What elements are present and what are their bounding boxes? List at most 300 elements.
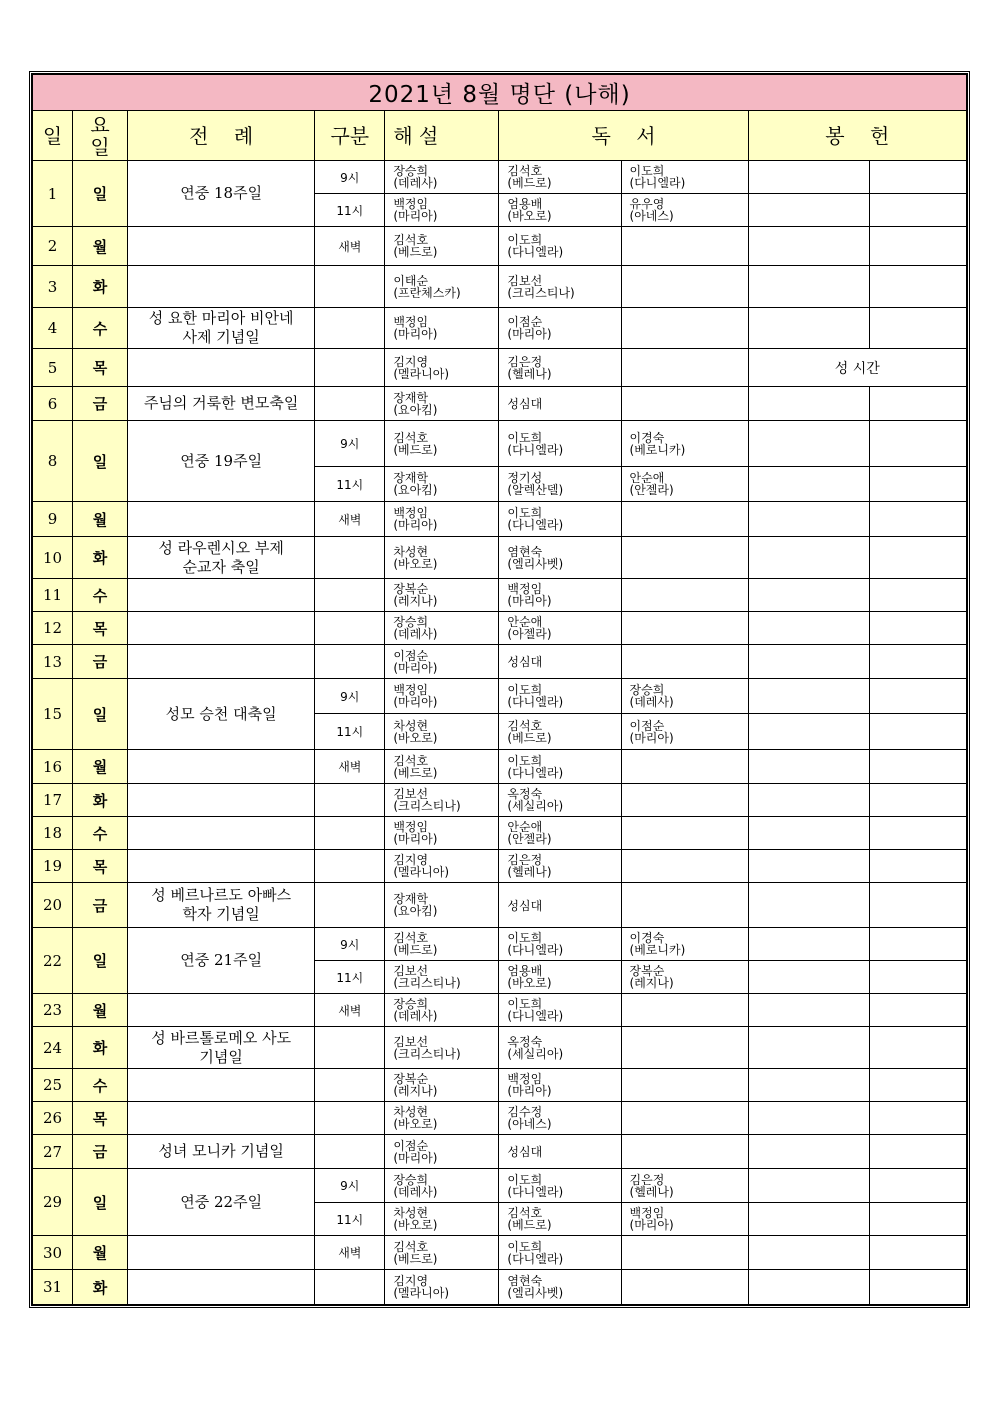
offering-1: [748, 1102, 869, 1135]
header-session: 구분: [315, 111, 385, 161]
day-of-week: 일: [73, 421, 128, 502]
baptismal-name: (다니엘라): [507, 1251, 564, 1266]
commentator: [385, 308, 499, 349]
offering-2: [869, 679, 966, 714]
schedule-sheet: [29, 71, 970, 1308]
person-name: 김보선: [393, 964, 429, 978]
offering-2: [869, 1169, 966, 1203]
person-name: 장복순: [393, 582, 429, 596]
table-row: [33, 387, 967, 421]
reader-1: [499, 537, 621, 579]
day-of-week: 금: [73, 387, 128, 421]
person-name: 장재학: [393, 471, 429, 485]
reader-1: [499, 266, 621, 308]
reader-1: 성심대: [499, 387, 621, 421]
liturgy: [128, 579, 315, 612]
session-label: 11시: [315, 961, 385, 994]
person-name: 이도희: [507, 430, 543, 445]
offering-1: [748, 266, 869, 308]
baptismal-name: (다니엘라): [507, 943, 564, 957]
baptismal-name: (다니엘라): [507, 1184, 564, 1199]
day-number: 18: [33, 817, 73, 850]
reader-1: [499, 308, 621, 349]
day-of-week: 일: [73, 161, 128, 227]
table-row: [33, 349, 967, 387]
person-name: 김석호: [393, 753, 429, 768]
table-row: [33, 308, 967, 349]
baptismal-name: (마리아): [393, 1150, 438, 1165]
offering-1: [748, 1270, 869, 1305]
person-name: 이도희: [507, 1172, 543, 1187]
commentator: [385, 645, 499, 679]
baptismal-name: (바오로): [393, 556, 438, 571]
table-row: [33, 612, 967, 645]
person-name: 장승희: [393, 997, 429, 1011]
liturgy: [128, 1270, 315, 1305]
person-name: 염현숙: [507, 1274, 543, 1288]
commentator: [385, 387, 499, 421]
session-label: [315, 308, 385, 349]
baptismal-name: (프란체스카): [393, 285, 461, 300]
header-liturgy: 전 례: [128, 111, 315, 161]
offering-2: [869, 612, 966, 645]
person-name: 장재학: [393, 892, 429, 906]
offering-1: [748, 850, 869, 883]
liturgy: [128, 784, 315, 817]
baptismal-name: (레지나): [629, 976, 674, 990]
person-name: 장재학: [393, 390, 429, 405]
person-name: 이도희: [507, 997, 543, 1011]
day-number: 27: [33, 1135, 73, 1169]
session-label: 11시: [315, 1203, 385, 1236]
commentator: [385, 1169, 499, 1203]
offering-1: [748, 994, 869, 1027]
person-name: 장승희: [393, 164, 429, 178]
commentator: [385, 227, 499, 266]
baptismal-name: (세실리아): [507, 1046, 564, 1061]
liturgy: [128, 817, 315, 850]
day-of-week: 수: [73, 817, 128, 850]
day-number: 29: [33, 1169, 73, 1236]
reader-2: [621, 883, 748, 928]
reader-2: [621, 994, 748, 1027]
baptismal-name: (멜라니아): [393, 1286, 450, 1300]
offering-2: [869, 1027, 966, 1069]
commentator: [385, 349, 499, 387]
person-name: 김수정: [507, 1105, 543, 1119]
person-name: 김은정: [507, 853, 543, 867]
baptismal-name: (세실리아): [507, 799, 564, 813]
offering-2: [869, 161, 966, 194]
commentator: [385, 883, 499, 928]
liturgy: 주님의 거룩한 변모축일: [128, 387, 315, 421]
reader-2: [621, 467, 748, 502]
commentator: [385, 537, 499, 579]
day-number: 15: [33, 679, 73, 750]
table-row: [33, 817, 967, 850]
table-row: [33, 850, 967, 883]
day-of-week: 목: [73, 850, 128, 883]
session-label: 새벽: [315, 1236, 385, 1270]
reader-2: [621, 714, 748, 750]
reader-2: [621, 1270, 748, 1305]
person-name: 김지영: [393, 1274, 429, 1288]
offering-2: [869, 817, 966, 850]
session-label: 9시: [315, 161, 385, 194]
day-number: 11: [33, 579, 73, 612]
day-of-week: 일: [73, 1169, 128, 1236]
table-row: [33, 994, 967, 1027]
day-of-week: 월: [73, 502, 128, 537]
day-number: 5: [33, 349, 73, 387]
liturgy: 성 베르나르도 아빠스 학자 기념일: [128, 883, 315, 928]
header-offering: 봉 헌: [748, 111, 966, 161]
commentator: [385, 928, 499, 961]
liturgy: 연중 19주일: [128, 421, 315, 502]
reader-1: [499, 1169, 621, 1203]
person-name: 이태순: [393, 273, 429, 288]
day-of-week: 일: [73, 679, 128, 750]
offering-1: [748, 817, 869, 850]
offering-1: [748, 883, 869, 928]
offering-1: [748, 227, 869, 266]
day-number: 16: [33, 750, 73, 784]
liturgy: [128, 1102, 315, 1135]
reader-1: [499, 194, 621, 227]
person-name: 안순애: [629, 471, 665, 485]
offering-1: [748, 1169, 869, 1203]
offering-1: [748, 1069, 869, 1102]
day-number: 30: [33, 1236, 73, 1270]
session-label: [315, 266, 385, 308]
person-name: 이도희: [507, 506, 543, 520]
table-row: [33, 161, 967, 194]
person-name: 김석호: [393, 931, 429, 945]
table-row: [33, 1169, 967, 1203]
day-of-week: 월: [73, 750, 128, 784]
reader-2: [621, 421, 748, 467]
table-row: [33, 750, 967, 784]
day-of-week: 수: [73, 1069, 128, 1102]
baptismal-name: (베드로): [393, 442, 438, 457]
reader-1: [499, 714, 621, 750]
reader-1: [499, 784, 621, 817]
baptismal-name: (마리아): [393, 327, 438, 341]
baptismal-name: (요아킴): [393, 402, 438, 417]
offering-2: [869, 537, 966, 579]
reader-2: [621, 928, 748, 961]
commentator: [385, 1203, 499, 1236]
session-label: [315, 817, 385, 850]
session-label: 11시: [315, 194, 385, 227]
commentator: [385, 612, 499, 645]
reader-2: [621, 679, 748, 714]
session-label: 9시: [315, 421, 385, 467]
baptismal-name: (아네스): [507, 1117, 552, 1131]
session-label: 새벽: [315, 502, 385, 537]
session-label: [315, 612, 385, 645]
session-label: 새벽: [315, 750, 385, 784]
commentator: [385, 421, 499, 467]
schedule-table: [32, 74, 967, 1305]
person-name: 백정임: [393, 820, 429, 834]
commentator: [385, 714, 499, 750]
commentator: [385, 750, 499, 784]
day-number: 10: [33, 537, 73, 579]
baptismal-name: (마리아): [507, 594, 552, 608]
offering-1: [748, 714, 869, 750]
reader-1: 성심대: [499, 645, 621, 679]
session-label: [315, 784, 385, 817]
reader-1: [499, 502, 621, 537]
person-name: 이도희: [507, 931, 543, 945]
reader-2: [621, 961, 748, 994]
offering-2: [869, 502, 966, 537]
baptismal-name: (베로니카): [629, 943, 686, 957]
person-name: 김보선: [507, 273, 543, 288]
person-name: 장승희: [393, 615, 429, 629]
header-dow: 요 일: [73, 111, 128, 161]
reader-2: [621, 1102, 748, 1135]
baptismal-name: (베로니카): [629, 442, 686, 457]
baptismal-name: (엘리사벳): [507, 1286, 564, 1300]
offering-2: [869, 308, 966, 349]
baptismal-name: (바오로): [393, 1218, 438, 1232]
baptismal-name: (레지나): [393, 1084, 438, 1098]
offering-2: [869, 1102, 966, 1135]
day-of-week: 일: [73, 928, 128, 994]
reader-1: [499, 928, 621, 961]
commentator: [385, 161, 499, 194]
baptismal-name: (베드로): [507, 176, 552, 190]
offering-2: [869, 784, 966, 817]
offering-1: [748, 784, 869, 817]
person-name: 김은정: [629, 1172, 665, 1187]
day-of-week: 목: [73, 612, 128, 645]
baptismal-name: (다니엘라): [507, 695, 564, 709]
table-row: [33, 579, 967, 612]
session-label: 11시: [315, 467, 385, 502]
baptismal-name: (크리스티나): [393, 799, 461, 813]
baptismal-name: (요아킴): [393, 904, 438, 918]
day-of-week: 금: [73, 883, 128, 928]
reader-2: [621, 1027, 748, 1069]
person-name: 김지영: [393, 853, 429, 867]
person-name: 이도희: [507, 233, 543, 247]
table-row: [33, 784, 967, 817]
person-name: 김보선: [393, 1034, 429, 1049]
liturgy: [128, 612, 315, 645]
person-name: 백정임: [507, 582, 543, 596]
liturgy: [128, 645, 315, 679]
baptismal-name: (데레사): [629, 695, 674, 709]
baptismal-name: (바오로): [393, 730, 438, 745]
header-row: [33, 111, 967, 161]
person-name: 백정임: [629, 1206, 665, 1220]
session-label: [315, 883, 385, 928]
baptismal-name: (안젤라): [629, 483, 674, 497]
day-number: 23: [33, 994, 73, 1027]
baptismal-name: (바오로): [507, 976, 552, 990]
person-name: 이점순: [629, 718, 665, 733]
offering-2: [869, 266, 966, 308]
day-of-week: 화: [73, 1270, 128, 1305]
reader-2: [621, 750, 748, 784]
baptismal-name: (마리아): [629, 1218, 674, 1232]
person-name: 김석호: [507, 164, 543, 178]
page-title: 2021년 8월 명단 (나해): [33, 75, 967, 111]
table-row: [33, 266, 967, 308]
commentator: [385, 1069, 499, 1102]
person-name: 김석호: [507, 718, 543, 733]
baptismal-name: (다니엘라): [507, 1009, 564, 1023]
baptismal-name: (헬레나): [629, 1184, 674, 1199]
session-label: [315, 1027, 385, 1069]
day-number: 31: [33, 1270, 73, 1305]
day-of-week: 금: [73, 1135, 128, 1169]
offering-1: [748, 679, 869, 714]
reader-1: [499, 467, 621, 502]
session-label: [315, 579, 385, 612]
reader-1: [499, 1270, 621, 1305]
liturgy: 연중 22주일: [128, 1169, 315, 1236]
person-name: 엄용배: [507, 964, 543, 978]
session-label: [315, 387, 385, 421]
offering-1: [748, 537, 869, 579]
day-number: 8: [33, 421, 73, 502]
commentator: [385, 502, 499, 537]
day-of-week: 월: [73, 994, 128, 1027]
person-name: 김보선: [393, 787, 429, 801]
day-of-week: 목: [73, 349, 128, 387]
offering-1: [748, 502, 869, 537]
offering-1: [748, 467, 869, 502]
session-label: [315, 537, 385, 579]
day-of-week: 금: [73, 645, 128, 679]
reader-2: [621, 1236, 748, 1270]
reader-1: [499, 817, 621, 850]
baptismal-name: (크리스티나): [507, 285, 575, 300]
reader-2: [621, 1135, 748, 1169]
person-name: 김석호: [393, 233, 429, 247]
table-row: [33, 679, 967, 714]
person-name: 이점순: [507, 315, 543, 329]
reader-1: [499, 161, 621, 194]
offering-1: [748, 612, 869, 645]
session-label: 9시: [315, 1169, 385, 1203]
day-number: 13: [33, 645, 73, 679]
commentator: [385, 784, 499, 817]
offering-2: [869, 961, 966, 994]
person-name: 차성현: [393, 1206, 429, 1220]
offering-2: [869, 1069, 966, 1102]
reader-1: [499, 227, 621, 266]
day-number: 1: [33, 161, 73, 227]
reader-2: [621, 537, 748, 579]
day-of-week: 화: [73, 784, 128, 817]
baptismal-name: (크리스티나): [393, 976, 461, 990]
person-name: 장승희: [629, 683, 665, 697]
offering-2: [869, 579, 966, 612]
reader-2: [621, 266, 748, 308]
liturgy: [128, 1069, 315, 1102]
person-name: 김지영: [393, 354, 429, 369]
baptismal-name: (레지나): [393, 594, 438, 608]
person-name: 차성현: [393, 544, 429, 559]
person-name: 유우영: [629, 197, 665, 211]
baptismal-name: (마리아): [629, 730, 674, 745]
reader-1: [499, 421, 621, 467]
offering-1: [748, 1236, 869, 1270]
reader-2: [621, 1203, 748, 1236]
reader-2: [621, 227, 748, 266]
day-number: 17: [33, 784, 73, 817]
person-name: 안순애: [507, 615, 543, 629]
session-label: [315, 1135, 385, 1169]
day-of-week: 수: [73, 579, 128, 612]
table-row: [33, 928, 967, 961]
offering-1: [748, 308, 869, 349]
offering-2: [869, 1135, 966, 1169]
reader-2: [621, 387, 748, 421]
commentator: [385, 817, 499, 850]
day-number: 12: [33, 612, 73, 645]
baptismal-name: (멜라니아): [393, 865, 450, 879]
liturgy: 연중 18주일: [128, 161, 315, 227]
person-name: 엄용배: [507, 197, 543, 211]
day-of-week: 수: [73, 308, 128, 349]
offering-2: [869, 387, 966, 421]
offering-2: [869, 194, 966, 227]
liturgy: [128, 850, 315, 883]
table-row: [33, 227, 967, 266]
offering-1: [748, 194, 869, 227]
offering-2: [869, 1236, 966, 1270]
baptismal-name: (베드로): [393, 765, 438, 780]
commentator: [385, 1102, 499, 1135]
reader-2: [621, 784, 748, 817]
commentator: [385, 961, 499, 994]
person-name: 김은정: [507, 354, 543, 369]
baptismal-name: (마리아): [507, 1084, 552, 1098]
person-name: 백정임: [393, 683, 429, 697]
session-label: [315, 349, 385, 387]
liturgy: 성 요한 마리아 비안네 사제 기념일: [128, 308, 315, 349]
commentator: [385, 1236, 499, 1270]
commentator: [385, 850, 499, 883]
person-name: 이경숙: [629, 931, 665, 945]
offering-1: [748, 750, 869, 784]
baptismal-name: (베드로): [393, 1251, 438, 1266]
offering-1: [748, 1027, 869, 1069]
day-number: 22: [33, 928, 73, 994]
baptismal-name: (다니엘라): [507, 442, 564, 457]
baptismal-name: (데레사): [393, 1009, 438, 1023]
day-of-week: 화: [73, 537, 128, 579]
baptismal-name: (마리아): [393, 695, 438, 709]
baptismal-name: (알렉산델): [507, 483, 564, 497]
person-name: 김석호: [393, 1239, 429, 1254]
session-label: [315, 850, 385, 883]
baptismal-name: (다니엘라): [629, 176, 686, 190]
baptismal-name: (데레사): [393, 176, 438, 190]
baptismal-name: (멜라니아): [393, 366, 450, 381]
day-number: 26: [33, 1102, 73, 1135]
reader-2: [621, 308, 748, 349]
liturgy: [128, 502, 315, 537]
commentator: [385, 1135, 499, 1169]
day-of-week: 목: [73, 1102, 128, 1135]
